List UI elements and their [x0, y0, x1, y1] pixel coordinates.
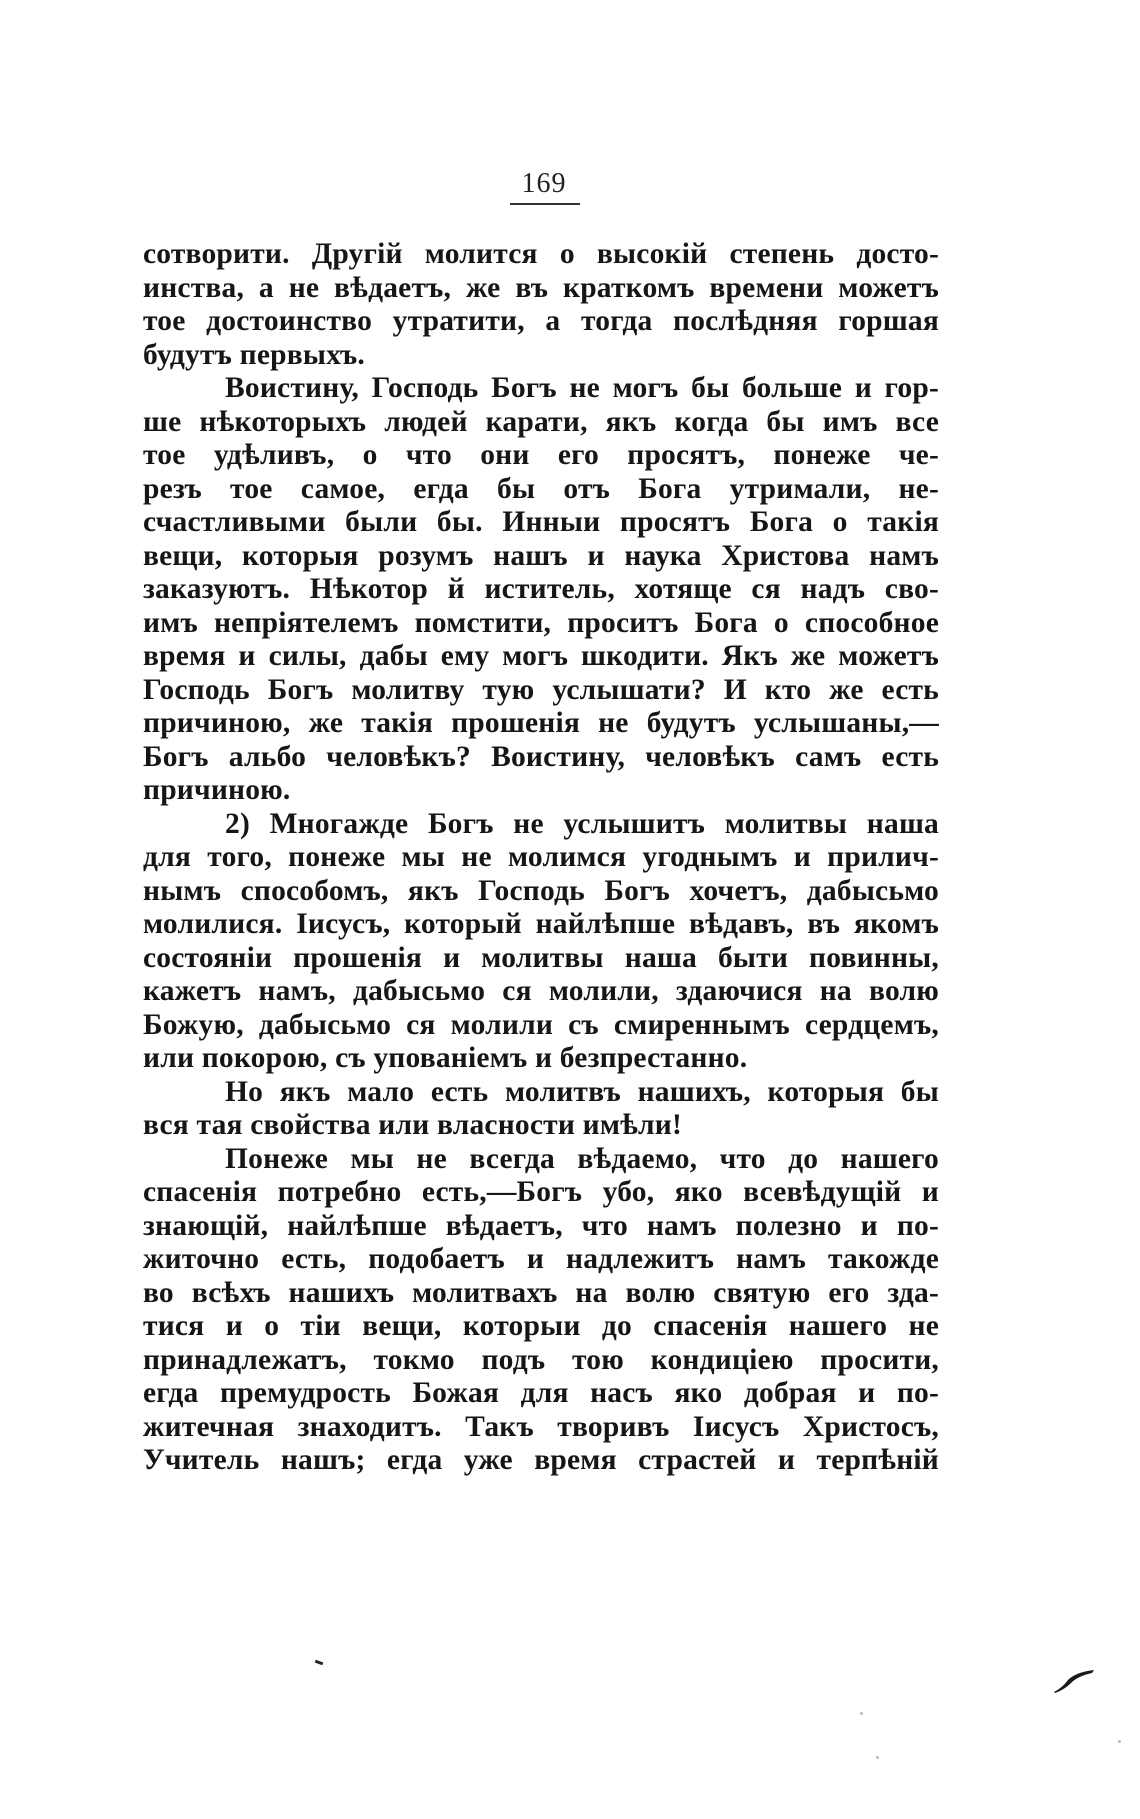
body-text	[143, 238, 939, 1478]
text-line: состояніи прошенія и молитвы наша быти повинны,	[143, 941, 939, 974]
text-line: Понеже мы не всегда вѣдаемо, что до нашего	[225, 1142, 939, 1175]
text-line: имъ непріятелемъ помстити, проситъ Бога о способное	[143, 606, 939, 639]
text-line: резъ тое самое, егда бы отъ Бога утримали, не-	[143, 472, 939, 505]
text-line: Божую, дабысьмо ся молили съ смиреннымъ сердцемъ,	[143, 1008, 939, 1041]
text-line: егда премудрость Божая для насъ яко добрая и по-	[143, 1377, 939, 1409]
paper-dot	[860, 1712, 863, 1715]
text-line: житочно есть, подобаетъ и надлежитъ намъ такожде	[143, 1243, 939, 1275]
paper-dot	[876, 1756, 879, 1759]
text-line: спасенія потребно есть,—Богъ убо, яко всевѣдущій и	[143, 1176, 939, 1208]
paragraph-3	[143, 808, 939, 1076]
paragraph-1	[143, 238, 939, 372]
text-line: принадлежатъ, токмо подъ тою кондиціею просити,	[143, 1343, 939, 1376]
ink-stroke-mark	[1052, 1668, 1096, 1694]
text-line: инства, а не вѣдаетъ, же въ краткомъ времени можетъ	[143, 271, 939, 304]
text-line: Учитель нашъ; егда уже время страстей и терпѣній	[143, 1444, 939, 1476]
text-line: знающій, найлѣпше вѣдаетъ, что намъ полезно и по-	[143, 1209, 939, 1242]
text-line: Но якъ мало есть молитвъ нашихъ, которыя бы	[225, 1075, 939, 1108]
text-line: Господь Богъ молитву тую услышати? И кто же есть	[143, 673, 939, 706]
text-line: вся тая свойства или власности имѣли!	[143, 1109, 682, 1141]
text-line: Воистину, Господь Богъ не могъ бы больше и гор-	[225, 372, 939, 404]
text-line: счастливыми были бы. Инныи просятъ Бога о такія	[143, 506, 939, 538]
text-line: время и силы, дабы ему могъ шкодити. Якъ же можетъ	[143, 640, 939, 672]
text-line: кажетъ намъ, дабысьмо ся молили, здаючися на волю	[143, 975, 939, 1007]
text-line: Богъ альбо человѣкъ? Воистину, человѣкъ самъ есть	[143, 740, 939, 773]
text-line: вещи, которыя розумъ нашъ и наука Христова намъ	[143, 539, 939, 572]
text-line: 2) Многажде Богъ не услышитъ молитвы наша	[225, 807, 939, 840]
text-line: житечная знаходитъ. Такъ творивъ Іисусъ Христосъ,	[143, 1410, 939, 1443]
text-line: во всѣхъ нашихъ молитвахъ на волю святую его зда-	[143, 1276, 939, 1309]
text-line: причиною, же такія прошенія не будутъ услышаны,—	[143, 707, 939, 739]
ink-speck	[315, 1660, 324, 1666]
paragraph-4	[143, 1076, 939, 1143]
text-line: тися и о тіи вещи, которыи до спасенія нашего не	[143, 1310, 939, 1342]
text-line: нымъ способомъ, якъ Господь Богъ хочетъ, дабысьмо	[143, 874, 939, 907]
text-line: заказуютъ. Нѣкотор й иститель, хотяще ся надъ сво-	[143, 573, 939, 605]
paragraph-2	[143, 372, 939, 808]
text-line: сотворити. Другій молится о высокій степень досто-	[143, 238, 939, 270]
text-line: тое достоинство утратити, а тогда послѣдняя горшая	[143, 305, 939, 337]
page-number-rule	[510, 203, 580, 205]
text-line: ше нѣкоторыхъ людей карати, якъ когда бы имъ все	[143, 405, 939, 438]
paper-dot	[1118, 1740, 1121, 1743]
text-line: молилися. Іисусъ, который найлѣпше вѣдавъ, въ якомъ	[143, 908, 939, 940]
text-line: будутъ первыхъ.	[143, 338, 365, 371]
page-number: 169	[521, 168, 567, 199]
paragraph-5	[143, 1143, 939, 1478]
text-line: причиною.	[143, 774, 291, 806]
text-line: для того, понеже мы не молимся угоднымъ и прилич-	[143, 841, 939, 873]
text-line: тое удѣливъ, о что они его просятъ, понеже че-	[143, 439, 939, 471]
text-line: или покорою, съ упованіемъ и безпрестанно.	[143, 1042, 748, 1074]
